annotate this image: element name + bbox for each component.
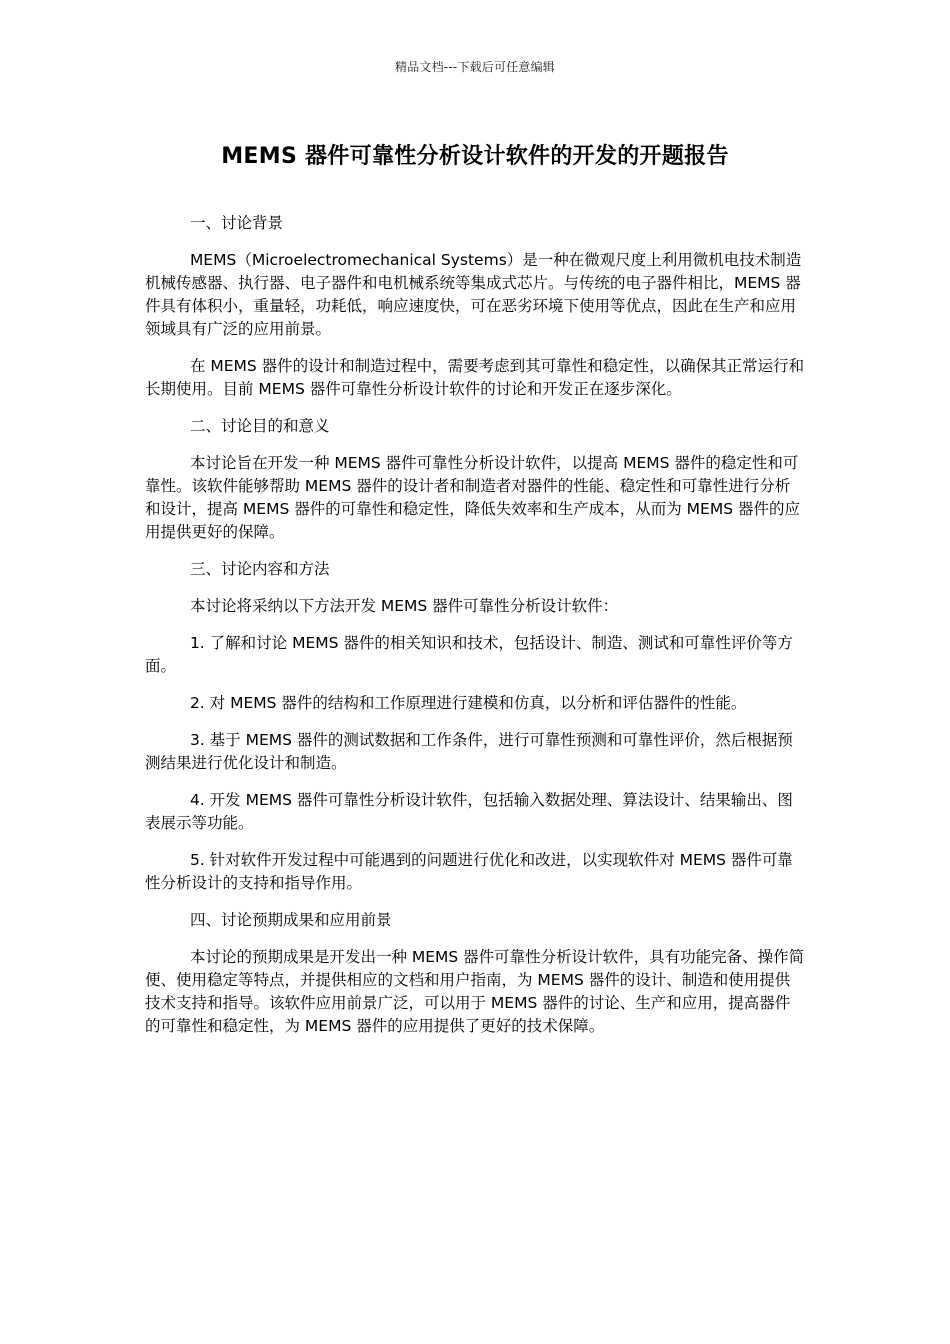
paragraph-background-2: 在 MEMS 器件的设计和制造过程中，需要考虑到其可靠性和稳定性，以确保其正常运行和长期使用。目前 MEMS 器件可靠性分析设计软件的讨论和开发正在逐步深化。 [145, 357, 805, 398]
section-heading-outcomes: 四、讨论预期成果和应用前景 [189, 911, 392, 929]
paragraph-purpose: 本讨论旨在开发一种 MEMS 器件可靠性分析设计软件，以提高 MEMS 器件的稳定性和可靠性。该软件能够帮助 MEMS 器件的设计者和制造者对器件的性能、稳定性和可靠性进行分析和设计，提高 MEMS 器件的可靠性和稳定性，降低失效率和生产成本，从而为 MEMS 器件的应用提供更好的保障。 [145, 454, 800, 541]
list-item-method-5: 5. 针对软件开发过程中可能遇到的问题进行优化和改进，以实现软件对 MEMS 器件可靠性分析设计的支持和指导作用。 [145, 851, 793, 892]
list-item-method-2: 2. 对 MEMS 器件的结构和工作原理进行建模和仿真，以分析和评估器件的性能。 [189, 694, 747, 712]
section-heading-methods: 三、讨论内容和方法 [189, 560, 330, 578]
paragraph-outcomes: 本讨论的预期成果是开发出一种 MEMS 器件可靠性分析设计软件，具有功能完备、操作简便、使用稳定等特点，并提供相应的文档和用户指南，为 MEMS 器件的设计、制造和使用提供技术支持和指导。该软件应用前景广泛，可以用于 MEMS 器件的讨论、生产和应用，提高器件的可靠性和稳定性，为 MEMS 器件的应用提供了更好的技术保障。 [145, 948, 805, 1035]
paragraph-background-1: MEMS（Microelectromechanical Systems）是一种在微观尺度上利用微机电技术制造机械传感器、执行器、电子器件和电机械系统等集成式芯片。与传统的电子器件相比，MEMS 器件具有体积小，重量轻，功耗低，响应速度快，可在恶劣环境下使用等优点，因此在生产和应用领域具有广泛的应用前景。 [145, 251, 802, 338]
list-item-method-4: 4. 开发 MEMS 器件可靠性分析设计软件，包括输入数据处理、算法设计、结果输出、图表展示等功能。 [145, 791, 793, 832]
section-heading-background: 一、讨论背景 [189, 214, 283, 232]
list-item-method-1: 1. 了解和讨论 MEMS 器件的相关知识和技术，包括设计、制造、测试和可靠性评价等方面。 [145, 634, 793, 675]
section-heading-purpose: 二、讨论目的和意义 [189, 417, 330, 435]
list-item-method-3: 3. 基于 MEMS 器件的测试数据和工作条件，进行可靠性预测和可靠性评价，然后根据预测结果进行优化设计和制造。 [145, 731, 793, 772]
document-body [145, 212, 805, 1052]
paragraph-methods-intro: 本讨论将采纳以下方法开发 MEMS 器件可靠性分析设计软件： [189, 597, 619, 615]
document-title: MEMS 器件可靠性分析设计软件的开发的开题报告 [221, 144, 729, 169]
page-header: 精品文档---下载后可任意编辑 [395, 60, 555, 74]
